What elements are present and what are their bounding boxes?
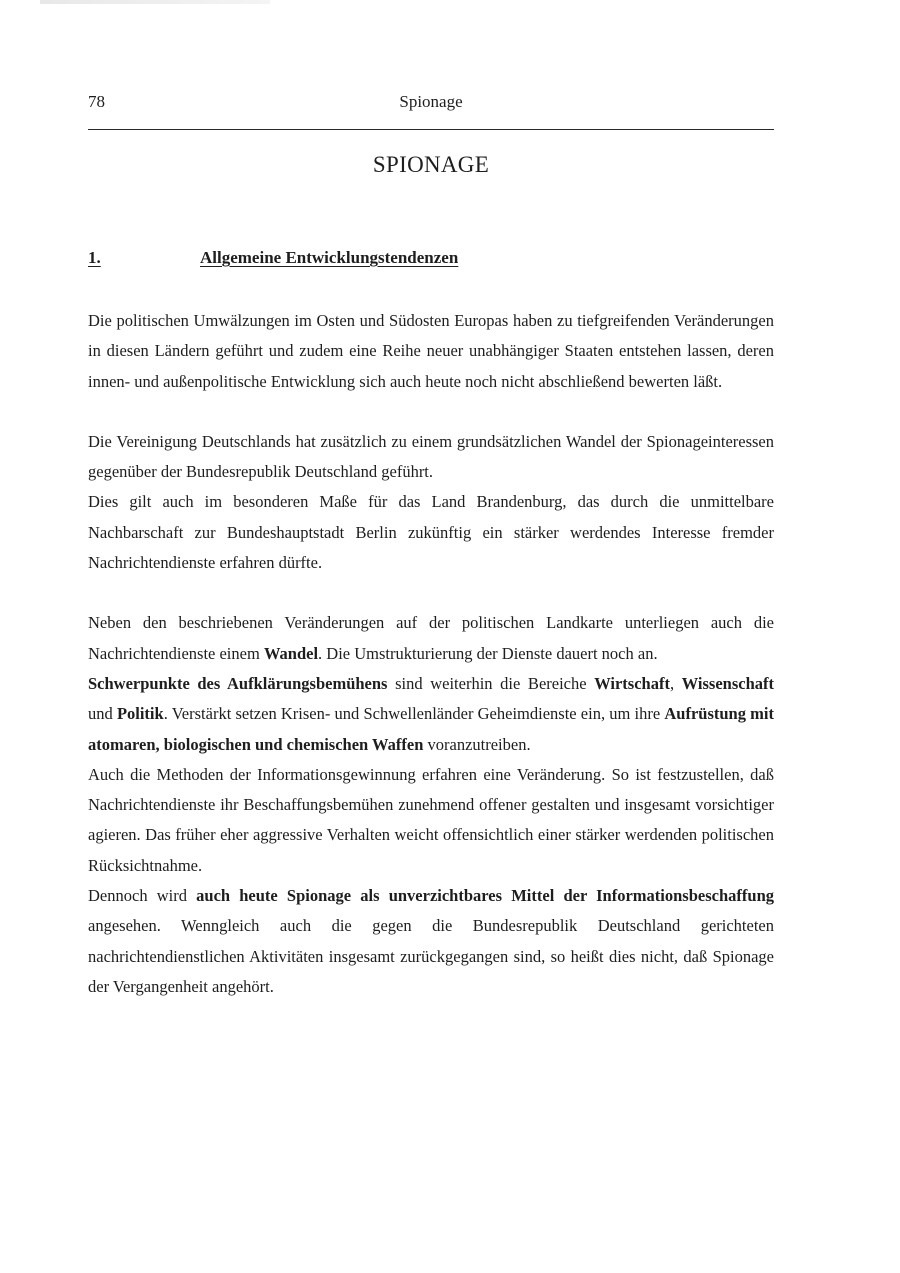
paragraph-7: [88, 881, 774, 1002]
text-run: . Verstärkt setzen Krisen- und Schwellenländer Geheimdienste ein, um ihre: [163, 704, 665, 724]
emphasis-run: auch heute Spionage als unverzichtbares Mittel der Informationsbeschaffung: [196, 886, 774, 906]
paragraph-5: [88, 669, 774, 760]
emphasis-run: Wandel: [263, 643, 319, 663]
page-number: 78: [88, 92, 105, 111]
emphasis-run: Politik: [116, 704, 164, 724]
paragraph-6: Auch die Methoden der Informationsgewinnung erfahren eine Veränderung. So ist festzustellen, daß Nachrichtendienste ihr Beschaffungsbemühen zunehmend offener gestalten und insgesamt vorsichtiger agieren. Das früher eher aggressive Verhalten weicht offensichtlich einer stärker werdenden politischen Rücksichtnahme.: [88, 764, 774, 875]
section-heading: [88, 248, 588, 274]
text-run: und: [88, 704, 117, 724]
text-run: Dennoch wird: [88, 886, 197, 906]
text-run: angesehen. Wenngleich auch die gegen die Bundesrepublik Deutschland gerichteten nachrichtendienstlichen Aktivitäten insgesamt zurückgegangen sind, so heißt dies nicht, daß Spionage der Vergangenheit angehört.: [88, 916, 774, 996]
running-header: [88, 92, 774, 116]
emphasis-run: Aufrüstung mit atomaren, biologischen und chemischen Waffen: [88, 704, 774, 754]
paragraph-3: Dies gilt auch im besonderen Maße für das Land Brandenburg, das durch die unmittelbare Nachbarschaft zur Bundeshauptstadt Berlin zukünftig ein stärker werdendes Interesse fremder Nachrichtendienste erfahren dürfte.: [88, 492, 774, 573]
paragraph-4: [88, 608, 774, 669]
text-run: sind weiterhin die Bereiche: [387, 673, 595, 693]
paragraph-2: Die Vereinigung Deutschlands hat zusätzlich zu einem grundsätzlichen Wandel der Spionageinteressen gegenüber der Bundesrepublik Deutschland geführt.: [88, 431, 774, 482]
paragraph-1: Die politischen Umwälzungen im Osten und Südosten Europas haben zu tiefgreifenden Veränderungen in diesen Ländern geführt und zudem eine Reihe neuer unabhängiger Staaten entstehen lassen, deren innen- und außenpolitische Entwicklung sich auch heute noch nicht abschließend bewerten läßt.: [88, 311, 774, 391]
text-run: . Die Umstrukturierung der Dienste dauert noch an.: [318, 643, 658, 663]
section-number: 1.: [88, 248, 101, 267]
section-title: Allgemeine Entwicklungstendenzen: [200, 248, 459, 267]
page-title: SPIONAGE: [372, 152, 490, 177]
text-run: ,: [669, 673, 682, 693]
text-run: Neben den beschriebenen Veränderungen auf der politischen Landkarte unterliegen auch die Nachrichtendienste einem: [88, 613, 774, 663]
running-title: Spionage: [399, 92, 463, 111]
text-run: voranzutreiben.: [423, 734, 531, 754]
body-text: [88, 306, 774, 1002]
emphasis-run: Wissenschaft: [681, 673, 774, 693]
emphasis-run: Schwerpunkte des Aufklärungsbemühens: [88, 673, 388, 693]
scan-artifact: [40, 0, 270, 4]
header-divider: [88, 129, 774, 130]
emphasis-run: Wirtschaft: [594, 673, 670, 693]
